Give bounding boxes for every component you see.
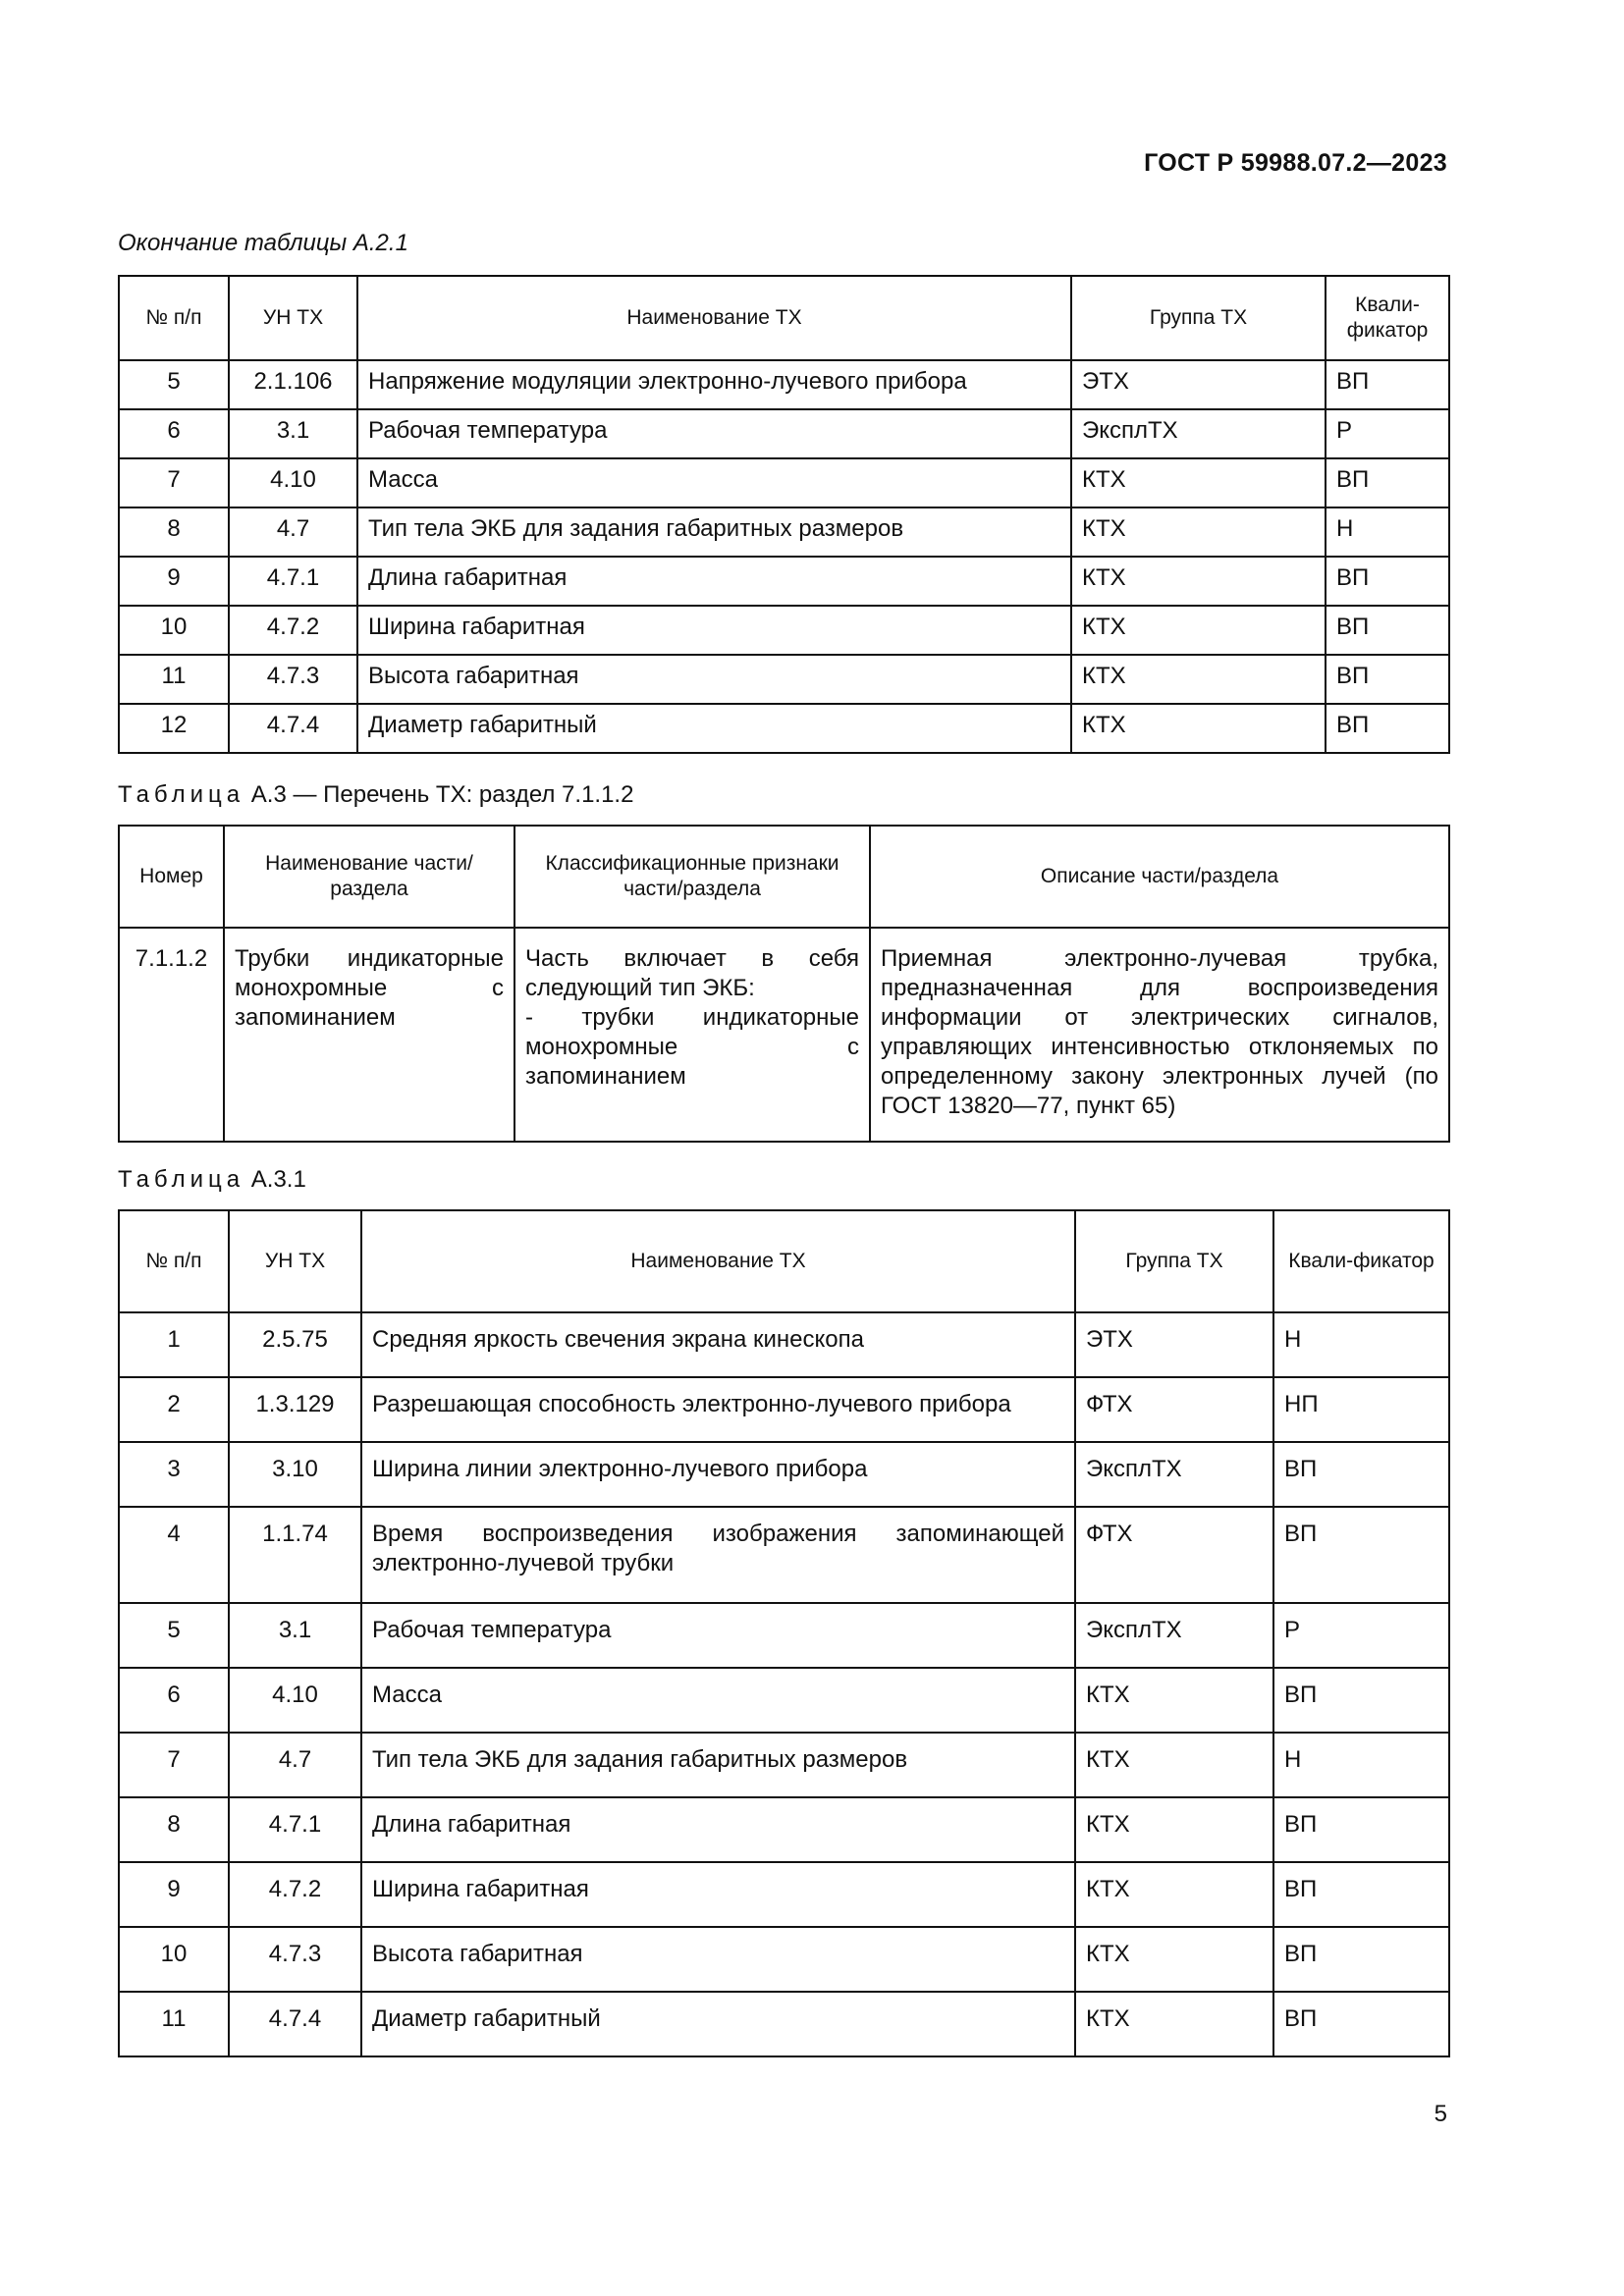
row-code: 2.1.106	[229, 360, 357, 409]
row-code: 4.7	[229, 507, 357, 557]
row-name: Диаметр габаритный	[357, 704, 1071, 753]
table-a3-caption	[118, 781, 633, 809]
col-header-features: Классификационные признаки части/раздела	[514, 826, 870, 928]
table-a31-caption	[118, 1166, 306, 1194]
row-number: 7	[119, 458, 229, 507]
row-group: КТХ	[1075, 1927, 1273, 1992]
row-group: КТХ	[1075, 1733, 1273, 1797]
row-group: ЭТХ	[1075, 1312, 1273, 1377]
row-group: КТХ	[1075, 1992, 1273, 2056]
row-qualifier: ВП	[1273, 1442, 1449, 1507]
table-row	[119, 1992, 1449, 2056]
row-name: Разрешающая способность электронно-лучевого прибора	[361, 1377, 1075, 1442]
features-line: Часть включает в себя следующий тип ЭКБ:	[525, 945, 859, 1001]
row-name: Ширина линии электронно-лучевого прибора	[361, 1442, 1075, 1507]
document-code: ГОСТ Р 59988.07.2—2023	[1144, 149, 1447, 177]
row-code: 4.7.4	[229, 1992, 361, 2056]
table-row	[119, 1603, 1449, 1668]
row-number: 11	[119, 1992, 229, 2056]
row-qualifier: ВП	[1273, 1992, 1449, 2056]
table-row	[119, 1862, 1449, 1927]
col-header-qualifier: Квали-фикатор	[1273, 1210, 1449, 1312]
row-code: 4.7.1	[229, 557, 357, 606]
features-line: - трубки индикаторные монохромные с запоминанием	[525, 1004, 859, 1090]
table-row	[119, 606, 1449, 655]
row-group: ЭТХ	[1071, 360, 1326, 409]
col-header-code: УН ТХ	[229, 276, 357, 360]
table-a3-header-row	[119, 826, 1449, 928]
row-qualifier: ВП	[1326, 458, 1449, 507]
row-group: ЭксплТХ	[1075, 1603, 1273, 1668]
row-group: ФТХ	[1075, 1377, 1273, 1442]
row-number: 1	[119, 1312, 229, 1377]
table-a21-caption: Окончание таблицы А.2.1	[118, 230, 408, 256]
row-group: КТХ	[1075, 1668, 1273, 1733]
col-header-qualifier: Квали-фикатор	[1326, 276, 1449, 360]
row-code: 3.1	[229, 409, 357, 458]
table-row	[119, 1507, 1449, 1603]
table-a31-header-row	[119, 1210, 1449, 1312]
table-a31-body	[119, 1312, 1449, 2056]
table-row	[119, 1442, 1449, 1507]
row-group: КТХ	[1071, 458, 1326, 507]
row-code: 3.10	[229, 1442, 361, 1507]
row-name: Тип тела ЭКБ для задания габаритных размеров	[357, 507, 1071, 557]
table-a31-caption-label: Таблица	[118, 1166, 245, 1193]
table-row	[119, 458, 1449, 507]
table-a31	[118, 1209, 1450, 2057]
row-code: 4.7.3	[229, 655, 357, 704]
row-name: Высота габаритная	[357, 655, 1071, 704]
row-qualifier: НП	[1273, 1377, 1449, 1442]
row-name: Масса	[361, 1668, 1075, 1733]
row-qualifier: ВП	[1326, 655, 1449, 704]
col-header-name: Наименование ТХ	[361, 1210, 1075, 1312]
row-group: КТХ	[1071, 704, 1326, 753]
row-name: Длина габаритная	[361, 1797, 1075, 1862]
row-number: 6	[119, 1668, 229, 1733]
row-group: КТХ	[1075, 1862, 1273, 1927]
col-header-number: № п/п	[119, 276, 229, 360]
page-number: 5	[1434, 2101, 1447, 2127]
row-number: 8	[119, 1797, 229, 1862]
table-a3	[118, 825, 1450, 1143]
row-code: 4.10	[229, 1668, 361, 1733]
row-number: 7	[119, 1733, 229, 1797]
row-group: КТХ	[1071, 606, 1326, 655]
row-qualifier: ВП	[1273, 1668, 1449, 1733]
row-qualifier: Н	[1273, 1733, 1449, 1797]
row-qualifier: Н	[1273, 1312, 1449, 1377]
row-name: Средняя яркость свечения экрана кинескопа	[361, 1312, 1075, 1377]
row-group: КТХ	[1075, 1797, 1273, 1862]
row-code: 4.7	[229, 1733, 361, 1797]
table-row	[119, 1927, 1449, 1992]
col-header-description: Описание части/раздела	[870, 826, 1449, 928]
row-group: КТХ	[1071, 557, 1326, 606]
row-number: 2	[119, 1377, 229, 1442]
row-group: ЭксплТХ	[1071, 409, 1326, 458]
row-qualifier: Р	[1326, 409, 1449, 458]
row-qualifier: ВП	[1273, 1862, 1449, 1927]
row-name: Масса	[357, 458, 1071, 507]
row-name: Напряжение модуляции электронно-лучевого прибора	[357, 360, 1071, 409]
row-number: 9	[119, 1862, 229, 1927]
row-group: ЭксплТХ	[1075, 1442, 1273, 1507]
table-row	[119, 409, 1449, 458]
row-name: Рабочая температура	[357, 409, 1071, 458]
table-row	[119, 557, 1449, 606]
col-header-name: Наименование ТХ	[357, 276, 1071, 360]
row-name: Диаметр габаритный	[361, 1992, 1075, 2056]
table-row	[119, 1733, 1449, 1797]
row-code: 4.10	[229, 458, 357, 507]
col-header-number: № п/п	[119, 1210, 229, 1312]
table-a3-caption-text: А.3 — Перечень ТХ: раздел 7.1.1.2	[250, 781, 634, 808]
table-row	[119, 507, 1449, 557]
row-number: 12	[119, 704, 229, 753]
part-name: Трубки индикаторные монохромные с запоминанием	[224, 928, 514, 1142]
row-name: Ширина габаритная	[357, 606, 1071, 655]
row-code: 4.7.3	[229, 1927, 361, 1992]
row-qualifier: ВП	[1326, 704, 1449, 753]
row-code: 2.5.75	[229, 1312, 361, 1377]
row-name: Ширина габаритная	[361, 1862, 1075, 1927]
row-qualifier: ВП	[1273, 1507, 1449, 1603]
row-number: 10	[119, 1927, 229, 1992]
table-row	[119, 704, 1449, 753]
row-name: Время воспроизведения изображения запоминающей электронно-лучевой трубки	[361, 1507, 1075, 1603]
table-a21-header-row	[119, 276, 1449, 360]
row-code: 3.1	[229, 1603, 361, 1668]
row-qualifier: ВП	[1273, 1927, 1449, 1992]
row-number: 10	[119, 606, 229, 655]
row-number: 11	[119, 655, 229, 704]
row-number: 5	[119, 360, 229, 409]
row-number: 8	[119, 507, 229, 557]
row-name: Длина габаритная	[357, 557, 1071, 606]
part-description: Приемная электронно-лучевая трубка, предназначенная для воспроизведения информации от электрических сигналов, управляющих интенсивностью отклоняемых по определенному закону электронных лучей (по ГОСТ 13820—77, пункт 65)	[870, 928, 1449, 1142]
row-qualifier: ВП	[1273, 1797, 1449, 1862]
table-row	[119, 1377, 1449, 1442]
row-code: 1.3.129	[229, 1377, 361, 1442]
col-header-code: УН ТХ	[229, 1210, 361, 1312]
row-number: 5	[119, 1603, 229, 1668]
row-qualifier: ВП	[1326, 557, 1449, 606]
row-number: 6	[119, 409, 229, 458]
row-code: 1.1.74	[229, 1507, 361, 1603]
row-number: 4	[119, 1507, 229, 1603]
row-name: Высота габаритная	[361, 1927, 1075, 1992]
table-a3-caption-label: Таблица	[118, 781, 245, 808]
row-group: ФТХ	[1075, 1507, 1273, 1603]
table-a31-caption-text: А.3.1	[250, 1166, 306, 1193]
col-header-part-name: Наименование части/раздела	[224, 826, 514, 928]
row-group: КТХ	[1071, 507, 1326, 557]
row-qualifier: ВП	[1326, 606, 1449, 655]
row-qualifier: Н	[1326, 507, 1449, 557]
row-number: 9	[119, 557, 229, 606]
table-row	[119, 1312, 1449, 1377]
table-row	[119, 655, 1449, 704]
row-name: Тип тела ЭКБ для задания габаритных размеров	[361, 1733, 1075, 1797]
col-header-group: Группа ТХ	[1075, 1210, 1273, 1312]
col-header-number: Номер	[119, 826, 224, 928]
row-qualifier: Р	[1273, 1603, 1449, 1668]
row-code: 4.7.2	[229, 1862, 361, 1927]
part-number: 7.1.1.2	[119, 928, 224, 1142]
row-code: 4.7.4	[229, 704, 357, 753]
part-features	[514, 928, 870, 1142]
row-code: 4.7.2	[229, 606, 357, 655]
row-name: Рабочая температура	[361, 1603, 1075, 1668]
table-row	[119, 1668, 1449, 1733]
row-code: 4.7.1	[229, 1797, 361, 1862]
col-header-group: Группа ТХ	[1071, 276, 1326, 360]
table-row	[119, 1797, 1449, 1862]
table-a21-body	[119, 360, 1449, 753]
row-group: КТХ	[1071, 655, 1326, 704]
table-a21	[118, 275, 1450, 754]
row-number: 3	[119, 1442, 229, 1507]
table-row	[119, 928, 1449, 1142]
table-row	[119, 360, 1449, 409]
row-qualifier: ВП	[1326, 360, 1449, 409]
